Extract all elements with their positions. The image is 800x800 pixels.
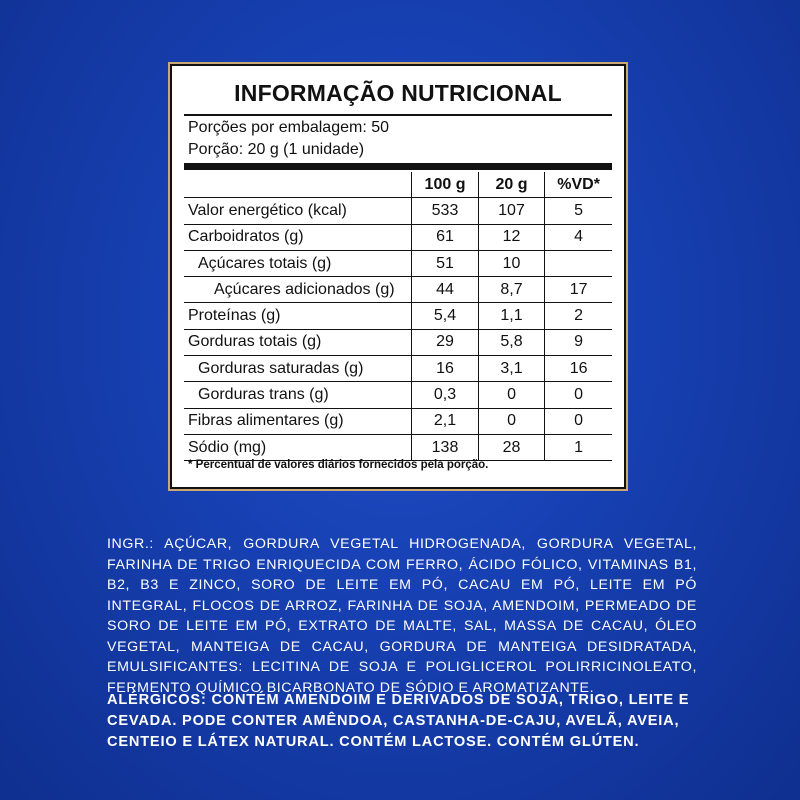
title-divider <box>184 114 612 116</box>
nutrition-table <box>184 172 612 461</box>
table-row <box>184 250 612 276</box>
value-20g: 8,7 <box>478 277 545 303</box>
value-100g: 533 <box>412 198 479 224</box>
value-vd: 2 <box>545 303 612 329</box>
value-20g: 28 <box>478 434 545 460</box>
value-vd <box>545 250 612 276</box>
serving-size: Porção: 20 g (1 unidade) <box>188 141 365 158</box>
nutrient-name: Gorduras saturadas (g) <box>184 356 412 382</box>
table-row <box>184 356 612 382</box>
nutrient-name: Sódio (mg) <box>184 434 412 460</box>
nutrient-name: Açúcares totais (g) <box>184 250 412 276</box>
column-header-20g: 20 g <box>478 172 545 198</box>
value-100g: 51 <box>412 250 479 276</box>
value-vd: 0 <box>545 408 612 434</box>
value-vd: 9 <box>545 329 612 355</box>
nutrient-name: Gorduras trans (g) <box>184 382 412 408</box>
value-20g: 3,1 <box>478 356 545 382</box>
table-row <box>184 434 612 460</box>
value-100g: 138 <box>412 434 479 460</box>
value-vd: 16 <box>545 356 612 382</box>
value-100g: 61 <box>412 224 479 250</box>
serving-divider <box>184 163 612 170</box>
daily-value-footnote: * Percentual de valores diários fornecidos pela porção. <box>188 459 489 471</box>
table-row <box>184 329 612 355</box>
servings-per-package: Porções por embalagem: 50 <box>188 119 389 136</box>
value-100g: 2,1 <box>412 408 479 434</box>
value-100g: 44 <box>412 277 479 303</box>
table-row <box>184 408 612 434</box>
value-20g: 10 <box>478 250 545 276</box>
nutrient-name: Carboidratos (g) <box>184 224 412 250</box>
value-100g: 29 <box>412 329 479 355</box>
value-20g: 107 <box>478 198 545 224</box>
value-20g: 0 <box>478 382 545 408</box>
column-header-vd: %VD* <box>545 172 612 198</box>
value-vd: 4 <box>545 224 612 250</box>
value-20g: 12 <box>478 224 545 250</box>
table-row <box>184 198 612 224</box>
table-row <box>184 277 612 303</box>
nutrient-name: Açúcares adicionados (g) <box>184 277 412 303</box>
nutrient-name: Gorduras totais (g) <box>184 329 412 355</box>
table-row <box>184 224 612 250</box>
nutrient-name: Fibras alimentares (g) <box>184 408 412 434</box>
nutrient-name: Proteínas (g) <box>184 303 412 329</box>
value-vd: 17 <box>545 277 612 303</box>
value-100g: 0,3 <box>412 382 479 408</box>
nutrient-name: Valor energético (kcal) <box>184 198 412 224</box>
column-header-100g: 100 g <box>412 172 479 198</box>
allergens-text: ALÉRGICOS: CONTÉM AMENDOIM E DERIVADOS DE SOJA, TRIGO, LEITE E CEVADA. PODE CONTER AMÊNDOA, CASTANHA-DE-CAJU, AVELÃ, AVEIA, CENTEIO E LÁTEX NATURAL. CONTÉM LACTOSE. CONTÉM GLÚTEN. <box>107 692 690 750</box>
nutrient-header <box>184 172 412 198</box>
value-20g: 1,1 <box>478 303 545 329</box>
value-100g: 5,4 <box>412 303 479 329</box>
ingredients-text: INGR.: AÇÚCAR, GORDURA VEGETAL HIDROGENADA, GORDURA VEGETAL, FARINHA DE TRIGO ENRIQUECIDA COM FERRO, ÁCIDO FÓLICO, VITAMINAS B1, B2, B3 E ZINCO, SORO DE LEITE EM PÓ, CACAU EM PÓ, LEITE EM PÓ INTEGRAL, FLOCOS DE ARROZ, FARINHA DE SOJA, AMENDOIM, PERMEADO DE SORO DE LEITE EM PÓ, EXTRATO DE MALTE, SAL, MASSA DE CACAU, ÓLEO VEGETAL, MANTEIGA DE CACAU, GORDURA DE MANTEIGA DESIDRATADA, EMULSIFICANTES: LECITINA DE SOJA E POLIGLICEROL POLIRRICINOLEATO, FERMENTO QUÍMICO BICARBONATO DE SÓDIO E AROMATIZANTE. <box>107 536 697 696</box>
table-row <box>184 382 612 408</box>
value-vd: 1 <box>545 434 612 460</box>
value-20g: 5,8 <box>478 329 545 355</box>
table-row <box>184 303 612 329</box>
value-vd: 0 <box>545 382 612 408</box>
table-header-row <box>184 172 612 198</box>
nutrition-title: INFORMAÇÃO NUTRICIONAL <box>234 80 562 106</box>
value-20g: 0 <box>478 408 545 434</box>
nutrition-facts-panel <box>170 64 626 489</box>
value-vd: 5 <box>545 198 612 224</box>
value-100g: 16 <box>412 356 479 382</box>
